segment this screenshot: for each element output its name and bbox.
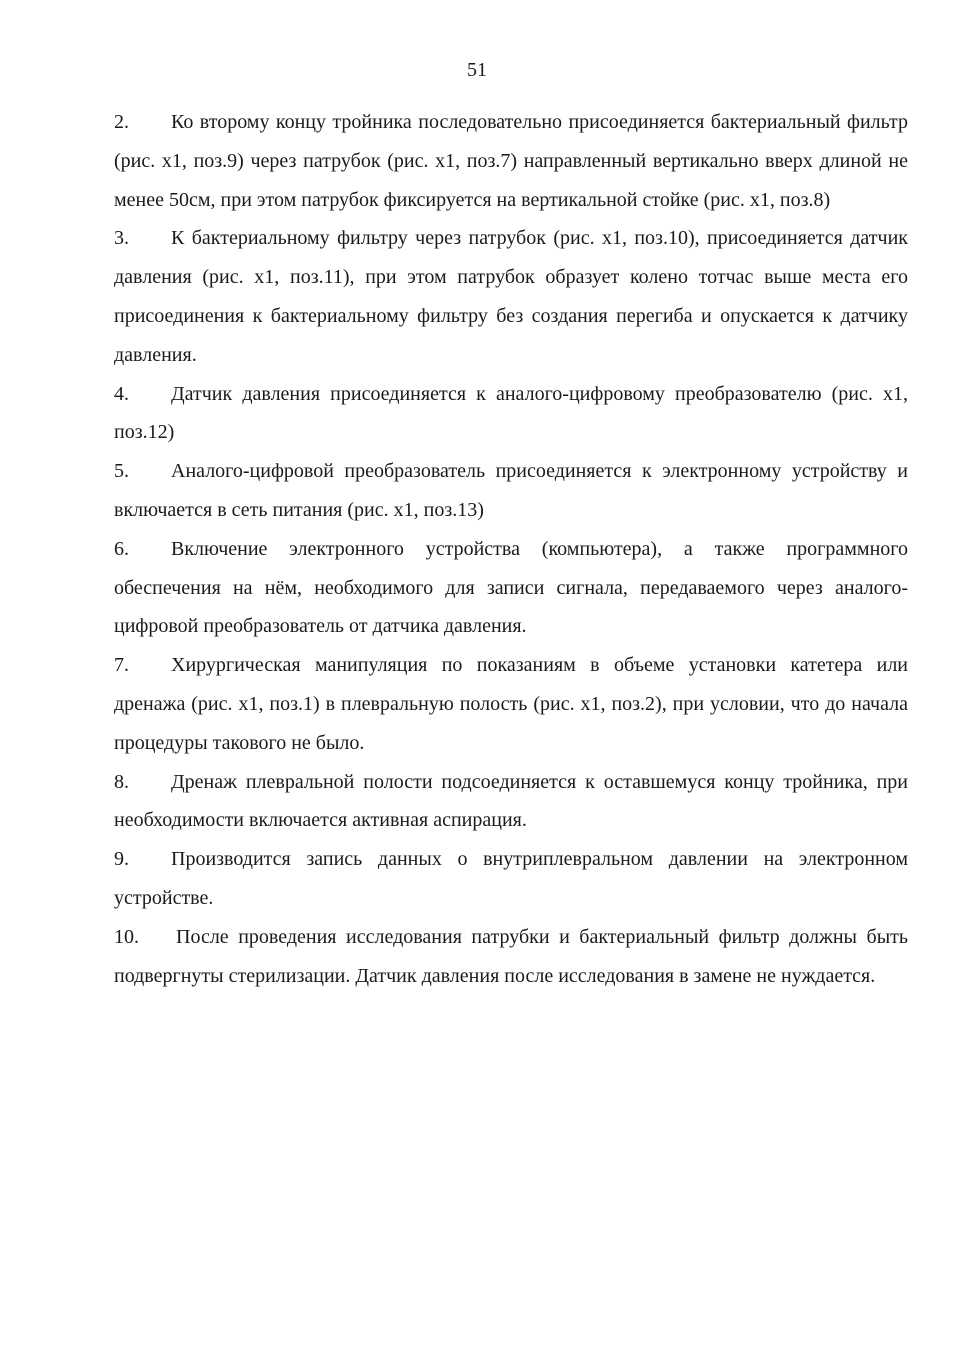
list-item-number: 6. (114, 537, 129, 560)
list-item-number: 10. (114, 925, 139, 948)
list-item-text: Производится запись данных о внутриплевральном давлении на электронном устройстве. (114, 848, 908, 909)
numbered-list (114, 103, 908, 995)
page-number: 51 (467, 59, 487, 81)
list-item-text: После проведения исследования патрубки и бактериальный фильтр должны быть подвергнуты стерилизации. Датчик давления после исследования в замене не нуждается. (114, 925, 908, 987)
list-item-number: 9. (114, 848, 129, 871)
list-item-number: 4. (114, 382, 129, 405)
list-item-text: Дренаж плевральной полости подсоединяется к оставшемуся концу тройника, при необходимости включается активная аспирация. (114, 770, 908, 832)
list-item (114, 918, 908, 996)
list-item (114, 375, 908, 453)
list-item (114, 763, 908, 841)
list-item-text: Ко второму концу тройника последовательно присоединяется бактериальный фильтр (рис. x1, поз.9) через патрубок (рис. x1, поз.7) направленный вертикально вверх длиной не менее 50см, при этом патрубок фиксируется на вертикальной стойке (рис. x1, поз.8) (114, 111, 908, 211)
list-item (114, 103, 908, 219)
list-item (114, 646, 908, 762)
list-item-number: 5. (114, 460, 129, 483)
list-item (114, 530, 908, 646)
list-item-text: Датчик давления присоединяется к аналого-цифровому преобразователю (рис. x1, поз.12) (114, 382, 908, 444)
list-item-text: Хирургическая манипуляция по показаниям в объеме установки катетера или дренажа (рис. x1, поз.1) в плевральную полость (рис. x1, поз.2), при условии, что до начала процедуры такового не было. (114, 654, 908, 754)
list-item (114, 452, 908, 530)
list-item (114, 840, 908, 918)
list-item-text: Включение электронного устройства (компьютера), а также программного обеспечения на нём, необходимого для записи сигнала, передаваемого через аналого-цифровой преобразователь от датчика давления. (114, 537, 908, 638)
list-item-number: 7. (114, 654, 129, 677)
list-item-number: 8. (114, 770, 129, 793)
list-item-text: Аналого-цифровой преобразователь присоединяется к электронному устройству и включается в сеть питания (рис. x1, поз.13) (114, 460, 908, 521)
list-item-number: 3. (114, 227, 129, 250)
list-item-text: К бактериальному фильтру через патрубок (рис. x1, поз.10), присоединяется датчик давления (рис. x1, поз.11), при этом патрубок образует колено тотчас выше места его присоединения к бактериальному фильтру без создания перегиба и опускается к датчику давления. (114, 227, 908, 366)
list-item (114, 219, 908, 374)
list-item-number: 2. (114, 111, 129, 133)
